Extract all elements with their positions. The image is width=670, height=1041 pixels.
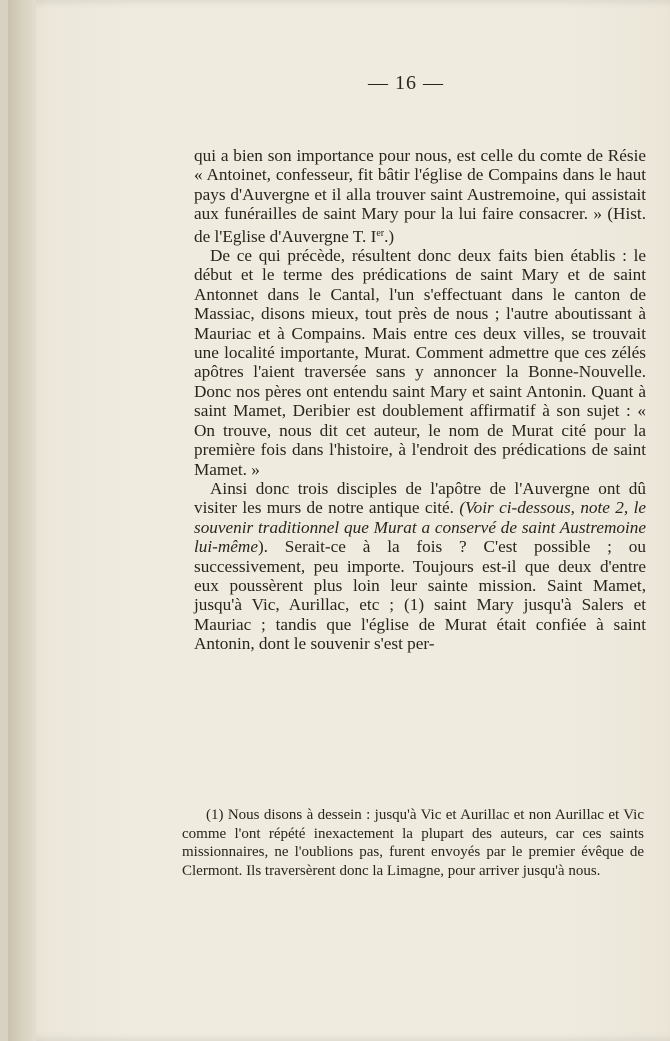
footnote bbox=[182, 806, 644, 880]
paragraph-3 bbox=[194, 479, 646, 654]
footnote-text: (1) Nous disons à dessein : jusqu'à Vic et Aurillac et non Aurillac et Vic comme l'ont répété inexactement la plupart des auteurs, car ces saints missionnaires, ne l'oublions pas, furent envoyés par le premier évêque de Clermont. Ils traversèrent donc la Limagne, pour arriver jusqu'à nous. bbox=[182, 807, 644, 879]
body-text bbox=[194, 146, 646, 654]
book-page bbox=[8, 0, 670, 1041]
page-number: — 16 — bbox=[368, 72, 444, 94]
paragraph-1-text: qui a bien son importance pour nous, est celle du comte de Résie « Antoinet, confesseur, fit bâtir l'église de Compains dans le haut pays d'Auvergne et il alla trouver saint Austremoine, qui assistait aux funérailles de saint Mary pour la lui faire consacrer. » (Hist. de l'Eglise d'Auvergne T. I bbox=[194, 146, 646, 246]
paragraph-1-superscript: er bbox=[376, 227, 385, 239]
paragraph-1-tail: .) bbox=[384, 226, 395, 246]
paragraph-3-before: Ainsi donc trois disciples de l'apôtre de l'Auvergne ont dû visiter les murs de notre antique cité. bbox=[194, 478, 646, 518]
page-binding-edge bbox=[8, 0, 36, 1041]
paragraph-1 bbox=[194, 146, 646, 246]
paragraph-2: De ce qui précède, résultent donc deux faits bien établis : le début et le terme des prédications de saint Mary et de saint Antonnet dans le Cantal, l'un s'effectuant dans le canton de Massiac, disons mieux, tout près de nous ; l'autre aboutissant à Mauriac et à Compains. Mais entre ces deux villes, se trouvait une localité importante, Murat. Comment admettre que ces zélés apôtres l'aient traversée sans y annoncer la Bonne-Nouvelle. Donc nos pères ont entendu saint Mary et saint Antonin. Quant à saint Mamet, Deribier est doublement affirmatif à son sujet : « On trouve, nous dit cet auteur, le nom de Murat cité pour la première fois dans l'histoire, à l'endroit des prédications de saint Mamet. » bbox=[194, 246, 646, 479]
paragraph-3-after: ). Serait-ce à la fois ? C'est possible ; ou successivement, peu importe. Toujours est-il que deux d'entre eux poussèrent plus loin leur sainte mission. Saint Mamet, jusqu'à Vic, Aurillac, etc ; (1) saint Mary jusqu'à Salers et Mauriac ; tandis que l'église de Murat était confiée à saint Antonin, dont le souvenir s'est per- bbox=[194, 537, 646, 654]
paragraph-3-italic: (Voir ci-dessous, note 2, le souvenir traditionnel que Murat a conservé de saint Austremoine lui-même bbox=[194, 498, 646, 557]
